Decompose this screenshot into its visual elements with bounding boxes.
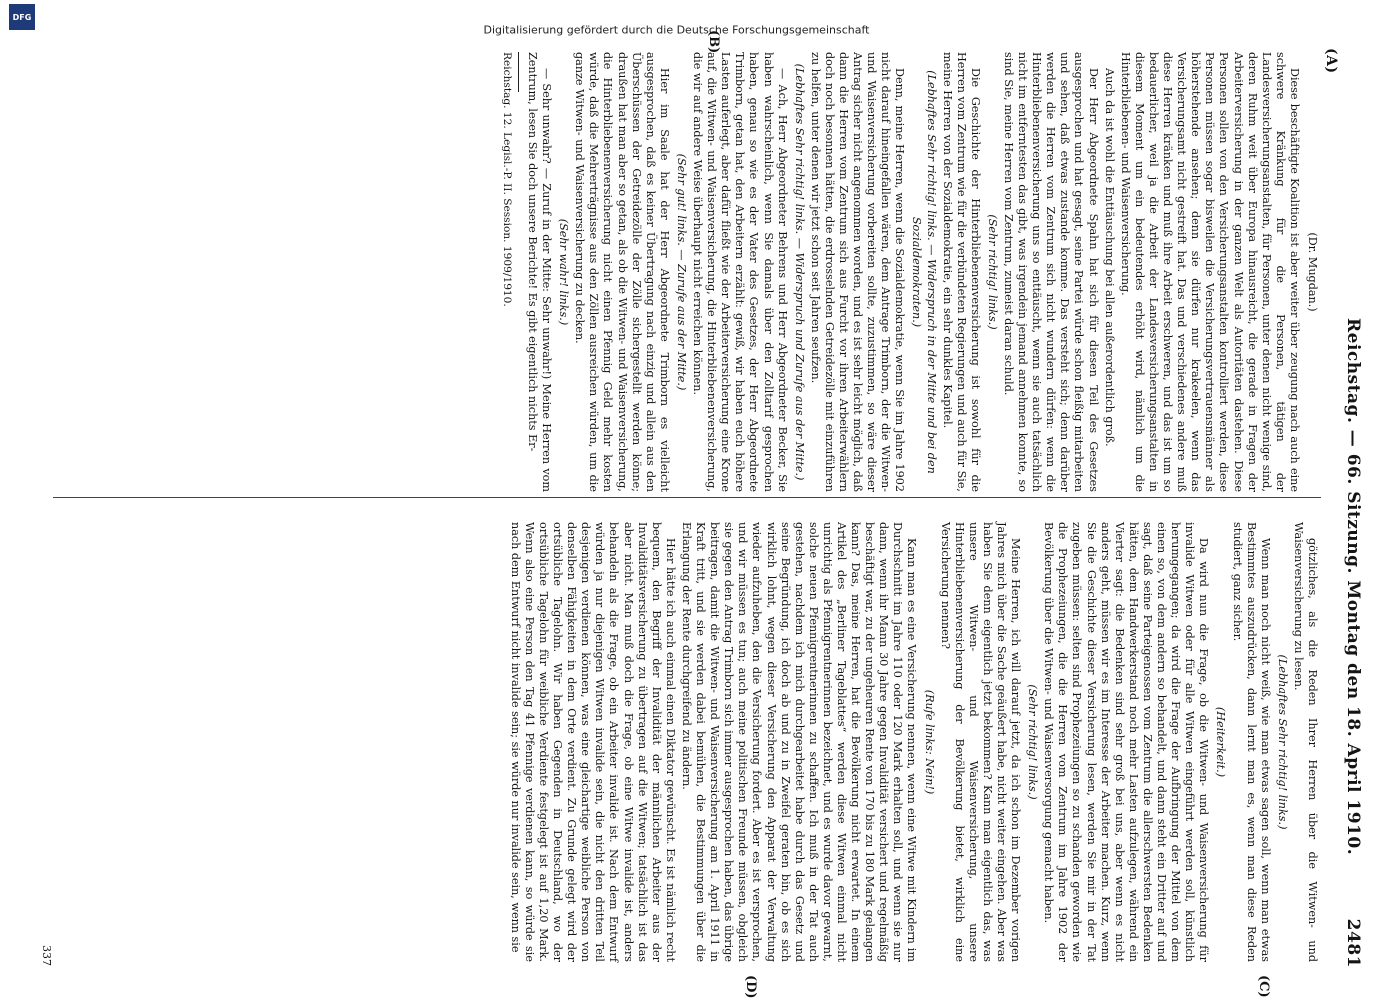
page-footer: Reichstag. 12. Legisl.-P. II. Session. 1909/1910. xyxy=(500,52,513,307)
paragraph: Der Herr Abgeordnete Spahn hat sich für diesen Teil des Gesetzes ausgesprochen und hat gesagt, seine Partei würde schon fleißig mitarbeiten und sehen, daß etwas zustande komme. Das versteht sich; denn darüber werden die Herren vom Zentrum sich nicht wundern dürfen: wenn die Hinterbliebenenversicherung uns so enttäuscht, wenn sie auch tatsächlich nicht im entferntesten das gibt, was irgendein jemand annehmen konnte, so sind Sie, meine Herren vom Zentrum, zumeist daran schuld. xyxy=(1002,52,1100,492)
paragraph: Da wird nun die Frage, ob die Witwen- und Waisenversicherung für invalide Witwen oder für alle Witwen eingeführt werden soll, künstlich herumgegangen; da wird die Frage der Aufbringung der Mittel von dem einen so, von dem andern so behandelt, und dann steht ein Dritter auf und sagt, daß seine Parteigenossen vom Zentrum die allerschwersten Bedenken hätten, dem Handwerkerstand noch mehr Lasten aufzulegen, während ein Vierter sagt: die Bedenken sind sehr groß bei uns, aber wenn es nicht anders geht, müssen wir es im Interesse der Arbeiter machen. Kurz, wenn Sie die Geschichte dieser Versicherung lesen, werden Sie mir in der Tat zugeben müssen: selten sind Prophezeiungen so zu schanden geworden wie die Prophezeiungen, die die Herren vom Zentrum im Jahre 1902 der Bevölkerung über die Witwen- und Waisenversorgung gemacht haben. xyxy=(1042,522,1211,962)
right-column xyxy=(506,522,1319,962)
interjection: (Lebhaftes Sehr richtig! links. — Widerspruch und Zurufe aus der Mitte.) xyxy=(792,63,806,481)
page-header xyxy=(1323,48,1365,968)
interjection: (Sehr wahr! links.) xyxy=(557,218,571,326)
margin-marker-d: (D) xyxy=(743,975,758,999)
paragraph: — Ach, Herr Abgeordneter Behrens und Herr Abgeordneter Becker, Sie haben wahrscheinlich, wenn Sie damals über den Zolltarif gesprochen haben, genau so wie es der Vater des Gesetzes, der Herr Abgeordnete Trimborn, getan hat, den Arbeitern erzählt: gewiß, wir haben euch höhere Lasten auferlegt, aber dafür fließt wie der Arbeiterversicherung eine Krone auf, die Witwen- und Waisenversicherung, die Hinterbliebenenversicherung, die wir auf andere Weise überhaupt nicht erreichen können. xyxy=(691,52,789,492)
interjection: (Sehr gut! links. — Zurufe aus der Mitte.) xyxy=(674,153,688,391)
paragraph: Hier hätte ich auch einmal einen Diktator gewünscht. Es ist nämlich recht bequem, den Begriff der Invalidität der männlichen Arbeiter aus der Invaliditätsversicherung zu übertragen auf die Witwen; tatsächlich ist das aber nicht. Man muß doch die Frage, ob eine Witwe invalide ist, anders behandeln als die Frage, ob ein Arbeiter invalide ist. Nach dem Entwurf würden ja nur diejenigen Witwen invalide sein, die nicht den dritten Teil desjenigen verdienen können, was eine gleichartige weibliche Person von denselben Fähigkeiten in dem Orte verdient. Zu Grunde gelegt wird der ortsübliche Tagelohn. Wir haben Gegenden in Deutschland, wo der ortsübliche Tagelohn für weibliche Verdiente festgelegt ist auf 1,20 Mark. Wenn also eine Person den Tag 41 Pfennige verdienen kann, so würde sie nach dem Entwurf nicht invalide sein; sie würde nur invalide sein, wenn sie xyxy=(508,522,677,962)
sheet-number: 337 xyxy=(40,945,53,966)
page-number: 2481 xyxy=(1343,918,1363,968)
column-divider xyxy=(53,497,1321,498)
interjection: (Rufe links: Nein!) xyxy=(922,689,936,795)
paragraph: Kann man es eine Versicherung nennen, wenn eine Witwe mit Kindern im Durchschnitt im Jahre 110 oder 120 Mark erhalten soll, und wenn sie nur dann, wenn ihr Mann 30 Jahre gegen Invalidität versichert und regelmäßig beschäftigt war, zu der ungeheuren Rente von 170 bis zu 180 Mark gelangen kann? Das, meine Herren, hat die Bevölkerung nicht erwartet. In einem Artikel des „Berliner Tageblattes“ werden diese Witwen einmal nicht unrichtig als Pfennigrentnerinnen bezeichnet, und es wurde davor gewarnt, solche neuen Pfennigrentnerinnen zu schaffen. Ich muß in der Tat auch gestehen, nachdem ich mich durchgearbeitet habe durch das Gesetz und seine Begründung, ich doch ab und zu in Zweifel geraten bin, ob es sich wirklich lohnt, wegen dieser Versicherung den Apparat der Verwaltung wieder aufzuheben, den die Versicherung fordert. Aber es ist versprochen, und wir müssen es tun; auch meine politischen Freunde müssen, obgleich sie gegen den Antrag Trimborn sich immer ausgesprochen haben, das übrige beitragen, damit die Witwen- und Waisenversicherung am 1. April 1911 in Kraft tritt, und sie werden dabei bemühen, die Bestimmungen über die Erlangung der Rente durchgreifend zu ändern. xyxy=(679,522,919,962)
left-column xyxy=(498,52,1319,492)
paragraph: Diese beschäftigte Koalition ist aber weiter über zeugung nach auch eine schwere Kränkung für die Personen, tätigen der Landesversicherungsanstalten, für Personen, unter denen nicht wenige sind, deren Ruhm weit über Europa hinausreicht, die gerade in Fragen der Arbeiterversicherung in der ganzen Welt als Autoritäten dastehen. Diese Personen sollen von den Versicherungsanstalten kontrolliert werden, diese Personen müssen sogar bisweilen die Versicherungsvertrauensmänner als höherstehende ansehen; denn sie dürfen nur krakeelen, wenn das Versicherungsamt nicht gestreift hat. Das und verschiedenes andere muß diese Herren kränken und muß ihre Arbeit erschweren, und das ist um so bedauerlicher, weil ja die Arbeit der Landesversicherungsanstalten in diesem Moment um ein bedeutendes erhöht wird, nämlich um die Hinterbliebenen- und Waisenversicherung. xyxy=(1118,52,1301,492)
paragraph: Hier im Saale hat der Herr Abgeordnete Trimborn es vielleicht ausgesprochen, daß es keiner Übertragung nach einzig und allein aus den Überschüssen der Getreidezölle der Zölle sichergestellt werden könne; draußen hat man aber so getan, als ob die Witwen- und Waisenversicherung, die Hinterbliebenenversicherung nicht einen Pfennig Geld mehr kosten würde, daß die Mehrerträgnisse aus den Zöllen ausreichen würden, um die ganze Witwen- und Waisenversicherung zu decken. xyxy=(573,52,671,492)
interjection: (Sehr richtig! links.) xyxy=(1026,684,1040,800)
digitization-margin xyxy=(0,0,1383,37)
speaker-label: (Dr. Mugdan.) xyxy=(1306,232,1319,312)
margin-marker-a: (A) xyxy=(1323,48,1339,74)
paragraph: Meine Herren, ich will darauf jetzt, da ich schon im Dezember vorigen Jahres mich über die Sache geäußert habe, nicht weiter eingehen. Aber was haben Sie denn eigentlich jetzt bekommen? Kann man eigentlich das, was unsere Witwen- und Waisenversicherung, unsere Hinterbliebenenversicherung der Bevölkerung bietet, wirklich eine Versicherung nennen? xyxy=(938,522,1023,962)
paragraph: Wenn man noch nicht weiß, wie man etwas sagen soll, wenn man etwas Bestimmtes auszudrücken, dann lernt man es, wenn man diese Reden studiert, ganz sicher. xyxy=(1230,522,1272,962)
paragraph: götzliches, als die Reden Ihrer Herren über die Witwen- und Waisenversicherung zu lesen. xyxy=(1291,522,1319,962)
margin-marker-b: (B) xyxy=(706,30,721,54)
interjection: (Heiterkeit.) xyxy=(1214,706,1228,778)
digitization-credit: Digitalisierung gefördert durch die Deutsche Forschungsgemeinschaft xyxy=(483,23,870,37)
interjection: (Sehr richtig! links.) xyxy=(985,214,999,330)
paragraph: Denn, meine Herren, wenn die Sozialdemokratie, wenn Sie im Jahre 1902 nicht darauf hineingefallen wären, dem Antrage Trimborn, der die Witwen- und Waisenversicherung vorbereiten sollte, zuzustimmen, so wäre dieser Antrag sicher nicht angenommen worden, und es ist sehr leicht möglich, daß dann die Herren vom Zentrum sich aus Furcht vor ihren Arbeiterwählern doch noch besonnen hätten, die erdrosselnden Getreidezölle mit einzuführen zu helfen, unter denen wir jetzt schon seit Jahren seufzen. xyxy=(808,52,907,492)
interjection: (Lebhaftes Sehr richtig! links. — Widerspruch in der Mitte und bei den Sozialdemokraten.) xyxy=(910,70,938,474)
interjection: (Lebhaftes Sehr richtig! links.) xyxy=(1275,654,1289,830)
paragraph: Die Geschichte der Hinterbliebenenversicherung ist sowohl für die Herren vom Zentrum wie für die verbündeten Regierungen und auch für Sie, meine Herren von der Sozialdemokratie, ein sehr dunkles Kapitel. xyxy=(940,52,982,492)
margin-marker-c: (C) xyxy=(1256,975,1271,998)
paragraph: — Sehr unwahr? — Zuruf in der Mitte: Sehr unwahr!) Meine Herren vom Zentrum, lesen Sie doch unsere Berichte! Es gibt eigentlich nichts Er- xyxy=(526,52,554,492)
running-title: Reichstag. — 66. Sitzung. Montag den 18. April 1910. xyxy=(1343,318,1363,856)
paragraph: Auch da ist wohl die Enttäuschung bei allen außerordentlich groß. xyxy=(1102,68,1116,447)
dfg-logo: DFG xyxy=(9,4,35,30)
footer-rule xyxy=(518,52,519,92)
